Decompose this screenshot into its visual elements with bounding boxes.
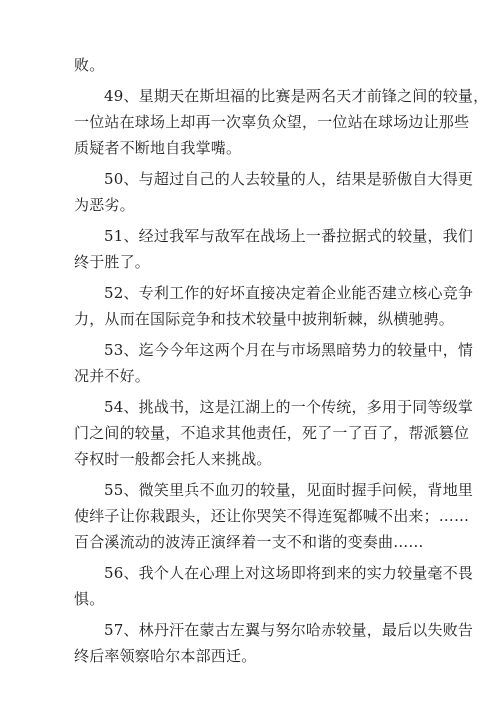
paragraph [74, 560, 474, 612]
paragraph [74, 477, 474, 555]
text-line: 56、我个人在心理上对这场即将到来的实力较量毫不畏 [104, 564, 474, 582]
paragraph [74, 394, 474, 472]
paragraph [74, 337, 474, 389]
text-line: 49、星期天在斯坦福的比赛是两名天才前锋之间的较量， [104, 87, 489, 105]
paragraph [74, 83, 489, 161]
text-line: 终后率领察哈尔本部西迁。 [74, 647, 257, 665]
text-line: 百合溪流动的波涛正演绎着一支不和谐的变奏曲…… [74, 533, 424, 551]
text-line: 52、专利工作的好坏直接决定着企业能否建立核心竞争 [104, 284, 474, 302]
text-line: 51、经过我军与敌军在战场上一番拉据式的较量，我们 [104, 227, 474, 245]
text-line: 一位站在球场上却再一次辜负众望，一位站在球场边让那些 [74, 113, 470, 131]
text-line: 50、与超过自己的人去较量的人，结果是骄傲自大得更 [104, 170, 474, 188]
text-line: 55、微笑里兵不血刃的较量，见面时握手问候，背地里 [104, 481, 474, 499]
text-line: 门之间的较量，不追求其他责任，死了一了百了，帮派篡位 [74, 424, 470, 442]
text-line: 惧。 [74, 590, 105, 608]
text-line: 53、迄今今年这两个月在与市场黑暗势力的较量中，情 [104, 341, 474, 359]
text-line: 为恶劣。 [74, 196, 135, 214]
text-line: 57、林丹汗在蒙古左翼与努尔哈赤较量，最后以失败告 [104, 621, 474, 639]
text-line: 败。 [74, 56, 105, 74]
text-line: 力，从而在国际竞争和技术较量中披荆斩棘，纵横驰骋。 [74, 310, 455, 328]
paragraph [74, 52, 434, 78]
paragraph [74, 223, 474, 275]
text-line: 54、挑战书，这是江湖上的一个传统，多用于同等级掌 [104, 398, 474, 416]
paragraph [74, 617, 474, 669]
text-line: 夺权时一般都会托人来挑战。 [74, 450, 272, 468]
text-line: 况并不好。 [74, 367, 151, 385]
paragraph [74, 166, 474, 218]
text-line: 使绊子让你栽跟头，还让你哭笑不得连冤都喊不出来；…… [74, 507, 470, 525]
text-line: 终于胜了。 [74, 253, 151, 271]
text-line: 质疑者不断地自我掌嘴。 [74, 139, 242, 157]
paragraph [74, 280, 474, 332]
document-body [74, 52, 489, 674]
